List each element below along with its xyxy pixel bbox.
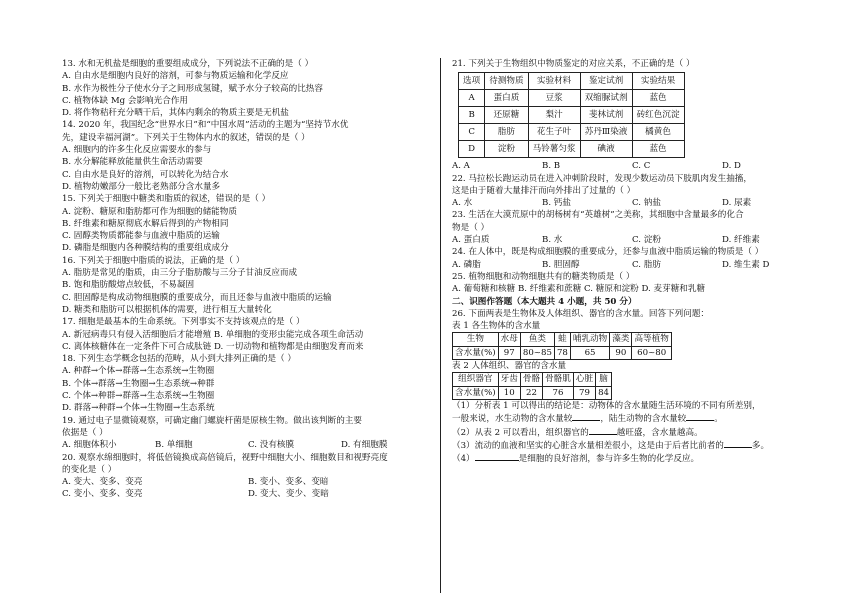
- q15-option-c: C. 固醇类物质都能参与血液中脂质的运输: [62, 231, 220, 242]
- q21-header-cell: 实验结果: [632, 73, 684, 90]
- answer-blank: [589, 426, 617, 435]
- table-cell: 78: [554, 346, 570, 359]
- table-cell: 橘黄色: [632, 124, 684, 141]
- q26-part3-end: 多。: [751, 440, 770, 451]
- question-15: [62, 193, 434, 254]
- q19-option-a: A. 细胞体积小: [62, 440, 117, 451]
- q24-options: [452, 259, 812, 271]
- section-heading: 二、识图作答题（本大题共 4 小题，共 50 分）: [452, 296, 637, 307]
- q20-options-cd: [62, 488, 434, 500]
- q20-options-ab: [62, 476, 434, 488]
- table-cell: C: [459, 124, 485, 141]
- table-cell: 79: [573, 386, 595, 399]
- table-cell: 生物: [453, 333, 499, 346]
- q17-options-cd: C. 离体核糖体在一定条件下可合成肽链 D. 一切动物和植物都是由细胞发育而来: [62, 341, 364, 352]
- table-row: [453, 333, 672, 346]
- q23-option-b: B. 水: [542, 235, 563, 246]
- table2-caption: 表 2 人体组织、器官的含水量: [452, 361, 567, 372]
- q21-option-a: A. A: [452, 161, 470, 172]
- q23-stem-2: 物是（ ）: [452, 222, 490, 233]
- table-cell: 苏丹Ⅲ染液: [580, 124, 632, 141]
- table-cell: 鱼类: [520, 333, 554, 346]
- q23-options: [452, 234, 812, 246]
- question-18: [62, 353, 434, 414]
- q14-stem-2: 先，建设幸福河湖”。下列关于生物体内水的叙述，错误的是（ ）: [62, 132, 310, 143]
- q18-stem: 18. 下列生态学概念包括的范畴，从小到大排列正确的是（ ）: [62, 354, 296, 365]
- q26-part1-b-end: 。: [714, 414, 723, 425]
- q21-option-d: D. D: [722, 161, 741, 172]
- table-row: [459, 124, 685, 141]
- q23-stem-1: 23. 生活在大漠荒原中的胡杨树有“英雄树”之美称，其细胞中含量最多的化合: [452, 210, 744, 221]
- q14-option-b: B. 水分解能释放能量供生命活动需要: [62, 157, 203, 168]
- q16-option-c: C. 胆固醇是构成动物细胞膜的重要成分，而且还参与血液中脂质的运输: [62, 292, 332, 303]
- q13-option-c: C. 植物体缺 Mg 会影响光合作用: [62, 95, 189, 106]
- table-cell: 65: [570, 346, 609, 359]
- table-row: [453, 386, 612, 399]
- q22-option-a: A. 水: [452, 198, 473, 209]
- table-row: [453, 346, 672, 359]
- answer-blank: [686, 412, 714, 421]
- question-26: [452, 308, 812, 466]
- q16-option-b: B. 饱和脂肪酸熔点较低，不易凝固: [62, 280, 195, 291]
- q26-part1-b-text: 一般来说，水生动物的含水量较: [452, 414, 573, 425]
- table-cell: B: [459, 107, 485, 124]
- q13-option-a: A. 自由水是细胞内良好的溶剂，可参与物质运输和化学反应: [62, 71, 289, 82]
- q19-option-c: C. 没有核膜: [248, 440, 295, 451]
- table-cell: 砖红色沉淀: [632, 107, 684, 124]
- q22-option-c: C. 钠盐: [632, 198, 661, 209]
- q14-option-d: D. 植物幼嫩部分一般比老熟部分含水量多: [62, 181, 221, 192]
- q21-header-cell: 待测物质: [485, 73, 528, 90]
- table-cell: 骨骼: [520, 373, 542, 386]
- q26-part1-a: （1）分析表 1 可以得出的结论是：动物体的含水量随生活环境的不同有所差别，: [452, 400, 761, 411]
- q26-part4: [452, 452, 812, 465]
- q19-option-d: D. 有细胞膜: [341, 440, 388, 451]
- table-row: [459, 107, 685, 124]
- q18-option-d: D. 群落→种群→个体→生物圈→生态系统: [62, 403, 215, 414]
- question-22: [452, 173, 812, 210]
- table-cell: 豆浆: [528, 90, 580, 107]
- q22-options: [452, 197, 812, 209]
- table-cell: 藻类: [610, 333, 632, 346]
- table-cell: 马铃薯匀浆: [528, 141, 580, 158]
- table-cell: 碘液: [580, 141, 632, 158]
- table-cell: 脑: [596, 373, 612, 386]
- table-cell: 22: [520, 386, 542, 399]
- table-cell: 80~85: [520, 346, 554, 359]
- q16-stem: 16. 下列关于细胞中脂质的说法，正确的是（ ）: [62, 255, 245, 266]
- answer-blank: [724, 439, 752, 448]
- left-column: [62, 58, 434, 501]
- table1: [452, 332, 672, 360]
- answer-blank: [572, 412, 600, 421]
- q26-stem: 26. 下面两表是生物体及人体组织、器官的含水量。回答下列问题：: [452, 308, 710, 319]
- q17-stem: 17. 细胞是最基本的生命系统。下列事实不支持该观点的是（ ）: [62, 317, 305, 328]
- q24-option-a: A. 磷脂: [452, 259, 481, 270]
- table-cell: 淀粉: [485, 141, 528, 158]
- table-cell: 斐林试剂: [580, 107, 632, 124]
- q24-stem: 24. 在人体中，既是构成细胞膜的重要成分，还参与血液中脂质运输的物质是（ ）: [452, 247, 764, 258]
- table-cell: 骨骼肌: [543, 373, 574, 386]
- q23-option-a: A. 蛋白质: [452, 235, 490, 246]
- q20-option-c: C. 变小、变多、变亮: [62, 489, 143, 500]
- q22-stem-1: 22. 马拉松长跑运动员在进入冲刺阶段时，发现少数运动员下肢肌肉发生抽搐，: [452, 173, 752, 184]
- q15-option-b: B. 纤维素和糖原彻底水解后得到的产物相同: [62, 218, 229, 229]
- q15-option-d: D. 磷脂是细胞内各种膜结构的重要组成成分: [62, 243, 229, 254]
- table-cell: 90: [610, 346, 632, 359]
- q21-table: [458, 72, 685, 158]
- q14-option-a: A. 细胞内的许多生化反应需要水的参与: [62, 145, 212, 156]
- question-19: [62, 415, 434, 452]
- q21-options: [452, 160, 812, 172]
- table-cell: 高等植物: [632, 333, 671, 346]
- question-13: [62, 58, 434, 119]
- question-24: [452, 246, 812, 271]
- table-cell: 76: [543, 386, 574, 399]
- q20-stem-2: 的变化是（ ）: [62, 464, 117, 475]
- q20-option-a: A. 变大、变多、变亮: [62, 477, 143, 488]
- table-cell: 含水量(%): [453, 386, 499, 399]
- column-divider: [440, 58, 441, 593]
- q16-option-d: D. 糖类和脂肪可以根据机体的需要，进行相互大量转化: [62, 304, 272, 315]
- q20-option-d: D. 变大、变少、变暗: [248, 489, 329, 500]
- question-25: [452, 271, 812, 296]
- q13-option-b: B. 水作为极性分子使水分子之间形成氢键，赋予水分子较高的比热容: [62, 83, 323, 94]
- q24-option-b: B. 胆固醇: [542, 259, 580, 270]
- q21-header-cell: 选项: [459, 73, 485, 90]
- q26-part4-text: （4）: [452, 454, 475, 465]
- q21-stem: 21. 下列关于生物组织中物质鉴定的对应关系，不正确的是（ ）: [452, 59, 695, 69]
- q26-part2: [452, 426, 812, 439]
- table-cell: 哺乳动物: [570, 333, 609, 346]
- table-cell: 蛙: [554, 333, 570, 346]
- table-cell: 含水量(%): [453, 346, 499, 359]
- table-cell: 牙齿: [498, 373, 520, 386]
- table-cell: 10: [498, 386, 520, 399]
- q23-option-c: C. 淀粉: [632, 235, 661, 246]
- table-cell: 双缩脲试剂: [580, 90, 632, 107]
- table-cell: 84: [596, 386, 612, 399]
- table1-caption: 表 1 各生物体的含水量: [452, 321, 541, 332]
- q16-option-a: A. 脂肪是常见的脂质，由三分子脂肪酸与三分子甘油反应而成: [62, 268, 298, 279]
- table-cell: 水母: [498, 333, 520, 346]
- question-17: [62, 316, 434, 353]
- answer-blank: [475, 452, 519, 461]
- q26-part4-end: 是细胞的良好溶剂，参与许多生物的化学反应。: [518, 454, 700, 465]
- q14-stem-1: 14. 2020 年，我国纪念“世界水日”和“中国水周”活动的主题为“坚持节水优: [62, 120, 349, 131]
- q21-header-cell: 鉴定试剂: [580, 73, 632, 90]
- q18-option-b: B. 个体→群落→生物圈→生态系统→种群: [62, 378, 215, 389]
- q26-part3: [452, 439, 812, 452]
- q17-options-ab: A. 新冠病毒只有侵入活细胞后才能增殖 B. 单细胞的变形虫能完成各项生命活动: [62, 329, 364, 340]
- q18-option-a: A. 种群→个体→群落→生态系统→生物圈: [62, 366, 215, 377]
- q19-options: [62, 439, 434, 451]
- q21-header-cell: 实验材料: [528, 73, 580, 90]
- q26-part2-end: 越旺盛，含水量越高。: [616, 427, 703, 438]
- q24-option-c: C. 脂肪: [632, 259, 661, 270]
- table-cell: 梨汁: [528, 107, 580, 124]
- q20-stem-1: 20. 观察水绵细胞时，将低倍镜换成高倍镜后，视野中细胞大小、细胞数目和视野亮度: [62, 452, 388, 463]
- table-cell: D: [459, 141, 485, 158]
- q23-option-d: D. 纤维素: [722, 235, 760, 246]
- question-20: [62, 452, 434, 501]
- q21-option-b: B. B: [542, 161, 561, 172]
- q14-option-c: C. 自由水是良好的溶剂，可以转化为结合水: [62, 169, 229, 180]
- table-cell: 蓝色: [632, 141, 684, 158]
- table2: [452, 372, 612, 400]
- table-cell: 脂肪: [485, 124, 528, 141]
- table-cell: 还原糖: [485, 107, 528, 124]
- q22-option-d: D. 尿素: [722, 198, 752, 209]
- q15-option-a: A. 淀粉、糖原和脂肪都可作为细胞的储能物质: [62, 206, 237, 217]
- q25-stem: 25. 植物细胞和动物细胞共有的糖类物质是（ ）: [452, 271, 635, 282]
- q13-option-d: D. 将作物秸秆充分晒干后，其体内剩余的物质主要是无机盐: [62, 108, 289, 119]
- question-14: [62, 119, 434, 193]
- q25-options: A. 葡萄糖和核糖 B. 纤维素和蔗糖 C. 糖原和淀粉 D. 麦芽糖和乳糖: [452, 284, 706, 295]
- table-cell: 97: [498, 346, 520, 359]
- q26-part1-b-mid: ，陆生动物的含水量较: [600, 414, 687, 425]
- q26-part2-text: （2）从表 2 可以看出，组织器官的: [452, 427, 589, 438]
- table-cell: 花生子叶: [528, 124, 580, 141]
- q20-option-b: B. 变小、变多、变暗: [248, 477, 329, 488]
- q13-stem: 13. 水和无机盐是细胞的重要组成成分，下列说法不正确的是（ ）: [62, 59, 314, 69]
- q19-stem-1: 19. 通过电子显微镜观察，可确定幽门螺旋杆菌是原核生物。做出该判断的主要: [62, 415, 362, 426]
- q22-stem-2: 这是由于随着大量排汗而向外排出了过量的（ ）: [452, 185, 636, 196]
- q18-option-c: C. 个体→种群→群落→生态系统→生物圈: [62, 391, 215, 402]
- q26-part3-text: （3）流动的血液和坚实的心脏含水量相差很小，这是由于后者比前者的: [452, 440, 724, 451]
- q21-option-c: C. C: [632, 161, 651, 172]
- table-cell: 心脏: [573, 373, 595, 386]
- q19-stem-2: 依据是（ ）: [62, 427, 108, 438]
- q24-option-d: D. 维生素 D: [722, 259, 770, 270]
- question-21: [452, 58, 812, 173]
- right-column: [452, 58, 812, 465]
- q22-option-b: B. 钙盐: [542, 198, 571, 209]
- table-cell: 60~80: [632, 346, 671, 359]
- table-row: [459, 141, 685, 158]
- table-row: [459, 90, 685, 107]
- table-cell: 蓝色: [632, 90, 684, 107]
- table-cell: 蛋白质: [485, 90, 528, 107]
- table-row: [453, 373, 612, 386]
- q26-part1-b: [452, 412, 812, 425]
- q15-stem: 15. 下列关于细胞中糖类和脂质的叙述，错误的是（ ）: [62, 194, 271, 205]
- table-cell: 组织器官: [453, 373, 499, 386]
- q21-table-header: [459, 73, 685, 90]
- q19-option-b: B. 单细胞: [155, 440, 193, 451]
- table-cell: A: [459, 90, 485, 107]
- question-23: [452, 209, 812, 246]
- question-16: [62, 255, 434, 316]
